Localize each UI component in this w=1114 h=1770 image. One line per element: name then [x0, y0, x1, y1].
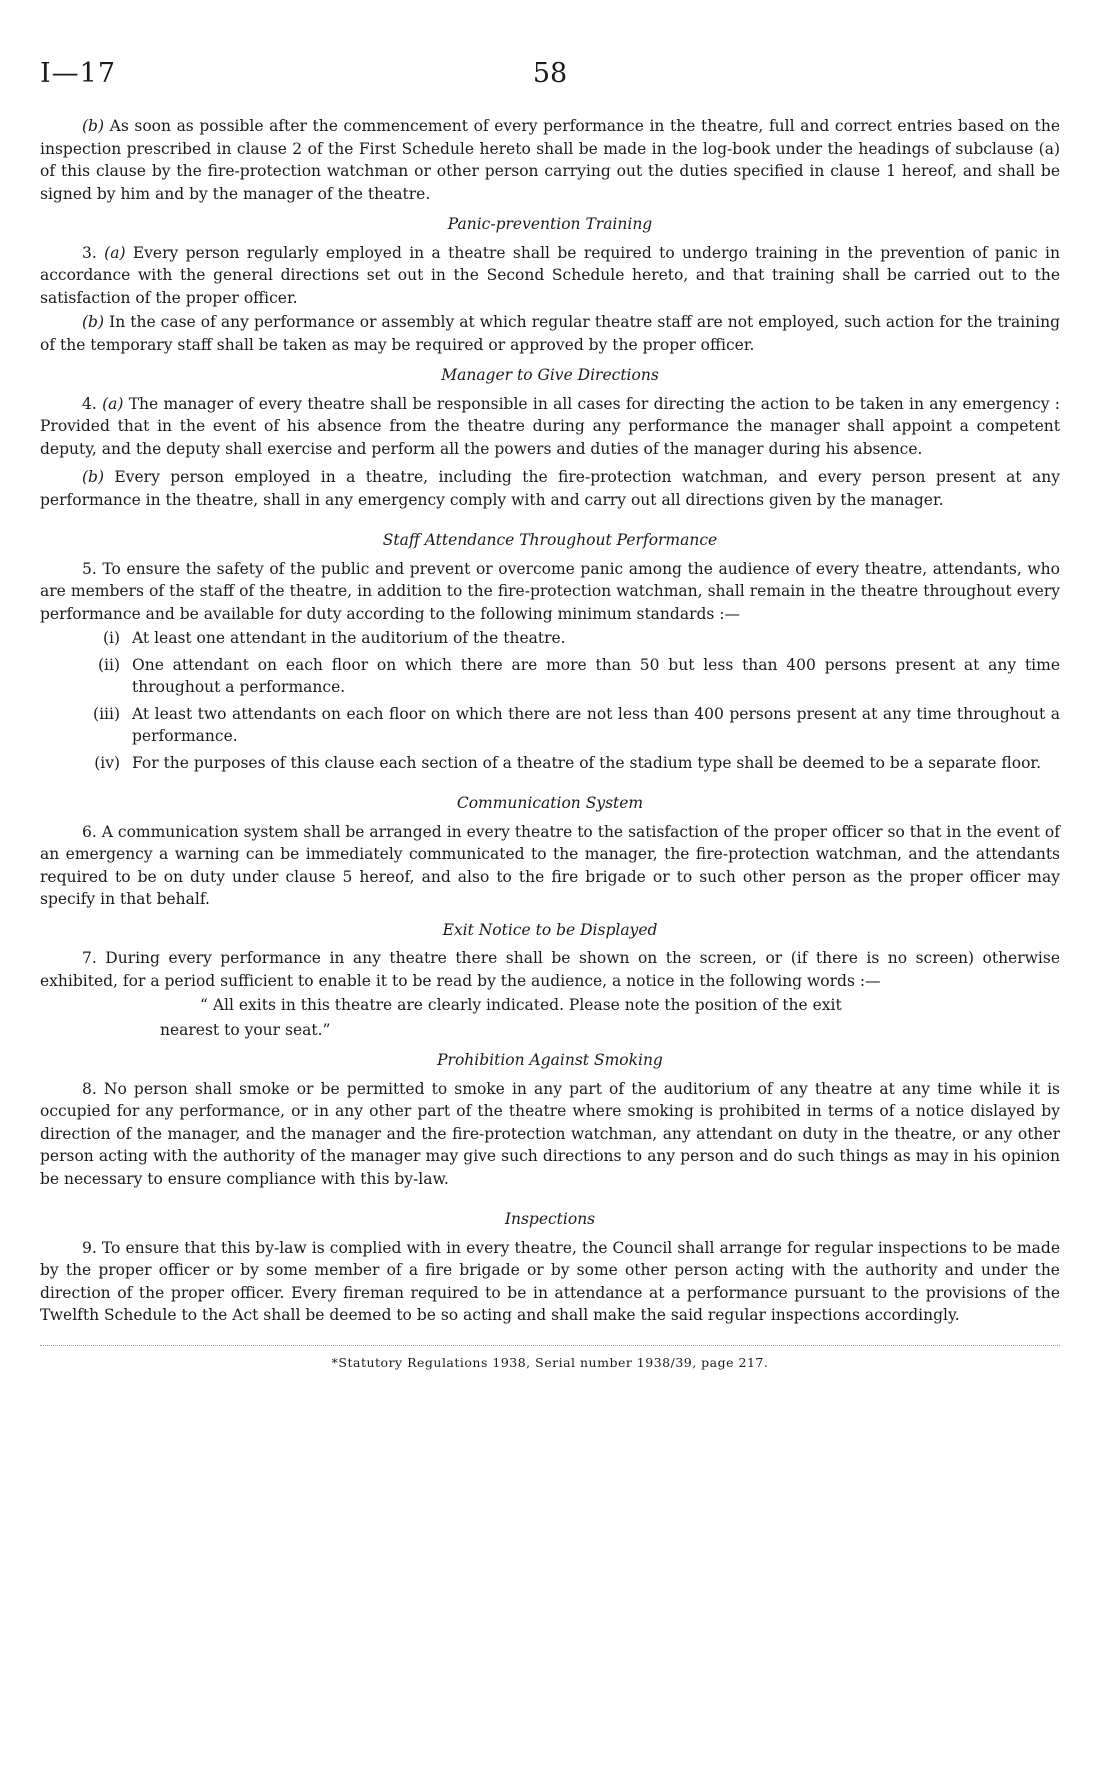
- clause-4b-text: Every person employed in a theatre, including the fire-protection watchman, and every person present at any performance in the theatre, shall in any emergency comply with and carry out all directions given by the manager.: [40, 468, 1060, 509]
- clause-3a-label: (a): [104, 243, 126, 262]
- heading-panic-prevention: Panic-prevention Training: [447, 215, 653, 233]
- document-body: [40, 115, 1060, 1374]
- clause-3-number: 3.: [82, 243, 105, 262]
- document-page: [40, 0, 1060, 1770]
- list-item-number: (i): [102, 629, 120, 647]
- heading-manager-directions: Manager to Give Directions: [441, 366, 659, 384]
- clause-3b-paragraph: [40, 311, 1060, 356]
- page-header: [40, 58, 1060, 90]
- clause-7-paragraph: 7. During every performance in any theatre there shall be shown on the screen, or (if there is no screen) otherwise exhibited, for a period sufficient to enable it to be read by the audience, a notice in the following words :—: [40, 949, 1060, 990]
- footnote-divider: [40, 1345, 1060, 1346]
- list-item-text: At least two attendants on each floor on which there are not less than 400 persons present at any time throughout a performance.: [132, 704, 1060, 745]
- list-item: [40, 654, 1060, 699]
- clause-3b-label: (b): [82, 313, 105, 331]
- list-item-text: One attendant on each floor on which there are more than 50 but less than 400 persons present at any time throughout a performance.: [132, 655, 1060, 696]
- clause-4a-label: (a): [102, 394, 124, 413]
- clause-6-paragraph: 6. A communication system shall be arranged in every theatre to the satisfaction of the proper officer so that in the event of an emergency a warning can be immediately communicated to the manager, the fire-protection watchman, and the attendants required to be on duty under clause 5 hereof, and also to the fire brigade or to such other person as the proper officer may specify in that behalf.: [40, 822, 1060, 908]
- clause-5-paragraph: 5. To ensure the safety of the public and prevent or overcome panic among the audience of every theatre, attendants, who are members of the staff of the theatre, in addition to the fire-protection watchman, shall remain in the theatre throughout every performance and be available for duty according to the following minimum standards :—: [40, 559, 1060, 623]
- footnote: *Statutory Regulations 1938, Serial number 1938/39, page 217.: [331, 1354, 769, 1370]
- clause-2b-label: (b): [82, 117, 105, 135]
- list-item: [40, 703, 1060, 748]
- list-item-text: At least one attendant in the auditorium of the theatre.: [132, 629, 566, 647]
- list-item-number: (iii): [93, 704, 120, 723]
- page-number: 58: [532, 58, 568, 89]
- list-item-number: (ii): [97, 655, 120, 674]
- clause-4a-text: The manager of every theatre shall be responsible in all cases for directing the action to be taken in any emergency : Provided that in the event of his absence from the theatre during any performance the manager shall appoint a competent deputy, and the deputy shall exercise and perform all the powers and duties of the manager during his absence.: [40, 394, 1060, 458]
- exit-notice-quote-line-1: “ All exits in this theatre are clearly indicated. Please note the position of the exit: [200, 996, 842, 1014]
- heading-prohibition-smoking: Prohibition Against Smoking: [437, 1051, 663, 1069]
- clause-3a-paragraph: [40, 242, 1060, 310]
- heading-inspections: Inspections: [504, 1210, 596, 1228]
- clause-8-paragraph: 8. No person shall smoke or be permitted to smoke in any part of the auditorium of any theatre at any time while it is occupied for any performance, or in any other part of the theatre where smoking is prohibited in terms of a notice dislayed by direction of the manager, and the manager and the fire-protection watchman, any attendant on duty in the theatre, or any other person acting with the authority of the manager may give such directions to any person and do such things as may in his opinion be necessary to ensure compliance with this by-law.: [40, 1079, 1060, 1188]
- heading-staff-attendance: Staff Attendance Throughout Performance: [382, 531, 718, 549]
- clause-4-number: 4.: [82, 394, 103, 413]
- list-item: [40, 752, 1060, 775]
- clause-2b-paragraph: [40, 115, 1060, 205]
- clause-3b-text: In the case of any performance or assembly at which regular theatre staff are not employed, such action for the training of the temporary staff shall be taken as may be required or approved by the proper officer.: [40, 313, 1060, 354]
- heading-exit-notice: Exit Notice to be Displayed: [442, 920, 658, 939]
- clause-9-paragraph: 9. To ensure that this by-law is complied with in every theatre, the Council shall arrange for regular inspections to be made by the proper officer or by some member of a fire brigade or by some other person acting with the authority and under the direction of the proper officer. Every fireman required to be in attendance at a performance pursuant to the provisions of the Twelfth Schedule to the Act shall be deemed to be so acting and shall make the said regular inspections accordingly.: [40, 1238, 1060, 1324]
- clause-2b-text: As soon as possible after the commencement of every performance in the theatre, full and correct entries based on the inspection prescribed in clause 2 of the First Schedule hereto shall be made in the log-book under the headings of subclause (a) of this clause by the fire-protection watchman or other person carrying out the duties specified in clause 1 hereof, and shall be signed by him and by the manager of the theatre.: [40, 117, 1060, 203]
- list-item-text: For the purposes of this clause each section of a theatre of the stadium type shall be deemed to be a separate floor.: [132, 753, 1042, 772]
- list-item: [40, 627, 1060, 650]
- clause-3a-text: Every person regularly employed in a theatre shall be required to undergo training in the prevention of panic in accordance with the general directions set out in the Second Schedule hereto, and that training shall be carried out to the satisfaction of the proper officer.: [40, 243, 1060, 307]
- list-item-number: (iv): [94, 753, 120, 772]
- clause-4b-label: (b): [82, 468, 105, 486]
- page-id: I—17: [40, 58, 117, 89]
- exit-notice-quote-line-2: nearest to your seat.”: [160, 1020, 331, 1039]
- clause-4b-paragraph: [40, 466, 1060, 511]
- clause-4a-paragraph: [40, 393, 1060, 461]
- heading-communication-system: Communication System: [456, 794, 644, 812]
